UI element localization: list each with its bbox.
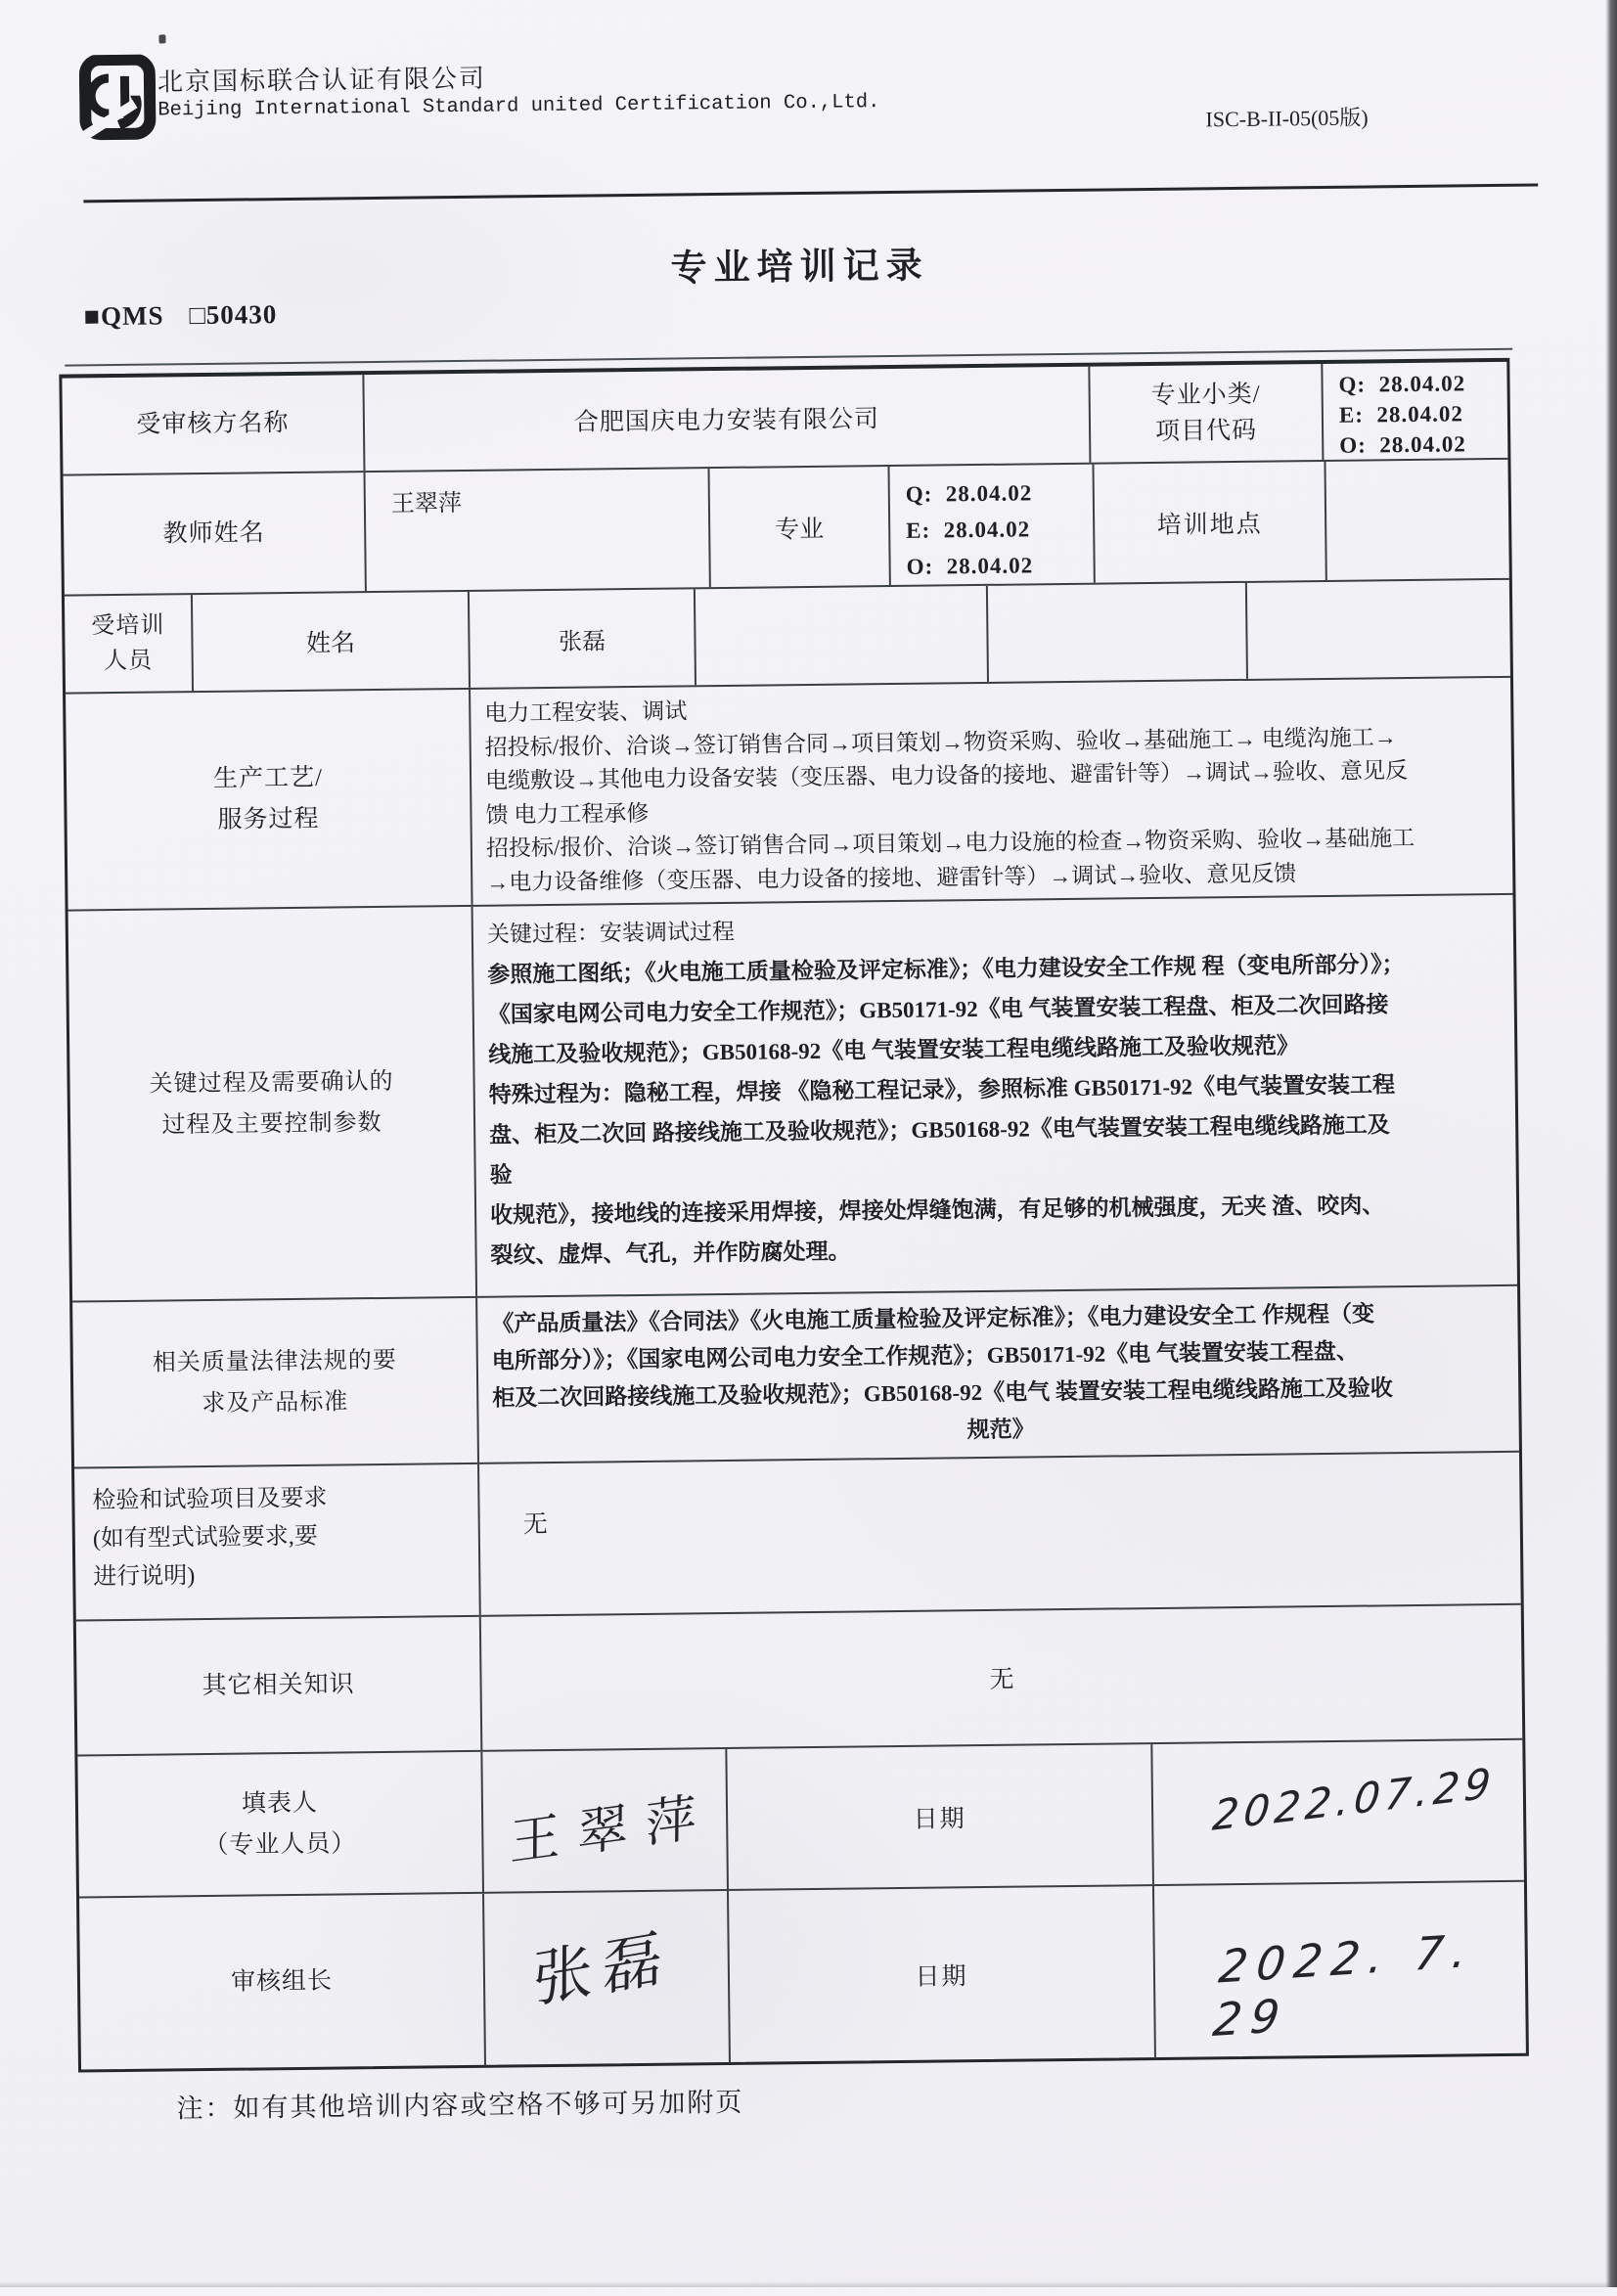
location-label: 培训地点 [1094, 462, 1326, 583]
auditor-date-value: 2022. 7. 29 [1210, 1923, 1479, 2048]
table-row [64, 460, 1509, 597]
table-row [74, 1453, 1521, 1622]
auditor-signature: 张磊 [532, 1919, 673, 2017]
auditor-date-cell [1154, 1882, 1526, 2058]
regulations-content: 《产品质量法》《合同法》《火电施工质量检验及评定标准》；《电力建设安全工 作规程（变 电所部分）》；《国家电网公司电力安全工作规范》；GB50171-92《电 气装置安装工程盘、 柜及二次回路接线施工及验收规范》；GB50168-92《电气 装置安装工程电缆线路施工及验收 规范》 [491, 1301, 1393, 1443]
location-value-empty [1325, 460, 1508, 580]
subcategory-label-line: 专业小类/ [1150, 381, 1261, 409]
regulations-label: 相关质量法律法规的要 求及产品标准 [72, 1298, 479, 1467]
code-50430-checkbox: □50430 [189, 299, 278, 331]
auditor-date-label: 日期 [729, 1886, 1156, 2063]
filler-signature-cell [482, 1749, 729, 1892]
table-row [77, 1740, 1524, 1899]
key-process-content: 关键过程：安装调试过程 参照施工图纸；《火电施工质量检验及评定标准》；《电力建设安全工作规 程（变电所部分）》； 《国家电网公司电力安全工作规范》；GB50171-92《电 气装置安装工程盘、柜及二次回路接 线施工及验收规范》；GB50168-92《电 气装置安装工程电缆线路施工及验收规范》 特殊过程为：隐秘工程，焊接 《隐秘工程记录》，参照标准 GB50171-92《电气装置安装工程 盘、柜及二次回 路接线施工及验收规范》；GB50168-92《电气装置安装工程电缆线路施工及 验 收规范》，接地线的连接采用焊接，焊接处焊缝饱满，有足够的机械强度，无夹 渣、咬肉、 裂纹、虚焊、气孔，并作防腐处理。 [486, 919, 1405, 1268]
filler-date-cell [1152, 1740, 1524, 1884]
filler-date-value: 2022.07.29 [1210, 1758, 1498, 1840]
process-label: 生产工艺/ 服务过程 [66, 690, 472, 910]
training-record-table [59, 358, 1529, 2073]
page-title: 专业培训记录 [670, 246, 929, 290]
auditor-signature-cell [484, 1891, 731, 2066]
key-process-label: 关键过程及需要确认的 过程及主要控制参数 [68, 907, 477, 1301]
company-name-cn: 北京国标联合认证有限公司 [157, 64, 487, 97]
process-content: 电力工程安装、调试 招投标/报价、洽谈→签订销售合同→项目策划→物资采购、验收→基础施工→ 电缆沟施工→ 电缆敷设→其他电力设备安装（变压器、电力设备的接地、避雷针等）→调试→验收、意见反 馈 电力工程承修 招投标/报价、洽谈→签订销售合同→项目策划→电力设施的检查→物资采购、验收→基础施工 →电力设备维修（变压器、电力设备的接地、避雷针等）→调试→验收、意见反馈 [484, 698, 1415, 895]
standard-checkboxes [84, 299, 303, 333]
subcategory-label [1090, 364, 1324, 463]
scanner-edge-artifact [1605, 0, 1617, 2287]
trainee-empty-cell [988, 583, 1248, 682]
other-knowledge-label: 其它相关知识 [76, 1617, 483, 1755]
subcategory-label-line: 项目代码 [1154, 417, 1258, 445]
subcategory-codes: Q: 28.04.02 E: 28.04.02 O: 28.04.02 [1338, 371, 1466, 458]
table-row [66, 678, 1512, 912]
scan-speck [158, 34, 165, 43]
table-row [62, 362, 1507, 476]
filler-label: 填表人 （专业人员） [77, 1752, 484, 1897]
table-row [68, 895, 1517, 1303]
other-knowledge-value: 无 [989, 1666, 1014, 1693]
major-codes: Q: 28.04.02 E: 28.04.02 O: 28.04.02 [889, 465, 1095, 585]
table-row [76, 1605, 1522, 1757]
footer-note: 注：如有其他培训内容或空格不够可另加附页 [176, 2087, 744, 2124]
table-row [79, 1882, 1526, 2071]
major-label: 专业 [709, 467, 890, 587]
filler-date-label: 日期 [727, 1744, 1154, 1889]
table-row [65, 580, 1510, 695]
auditee-label: 受审核方名称 [62, 375, 365, 473]
company-name-en: Beijing International Standard united Certification Co.,Ltd. [157, 91, 880, 122]
name-label: 姓名 [193, 592, 471, 691]
trainee-empty-cell [1247, 580, 1510, 679]
auditor-label: 审核组长 [79, 1894, 486, 2071]
document-code: ISC-B-II-05(05版) [1205, 105, 1369, 132]
table-row [72, 1286, 1519, 1469]
trainee-label: 受培训 人员 [65, 595, 194, 692]
header-divider [83, 183, 1538, 203]
scanner-bottom-shadow [0, 2281, 1617, 2287]
teacher-name-value: 王翠萍 [366, 469, 711, 591]
teacher-label: 教师姓名 [64, 473, 367, 594]
inspection-value: 无 [522, 1511, 548, 1539]
qms-checkbox: ■QMS [83, 300, 164, 332]
certification-logo-icon [79, 55, 157, 146]
auditee-value: 合肥国庆电力安装有限公司 [364, 367, 1091, 471]
trainee-name-value: 张磊 [470, 589, 696, 688]
inspection-label: 检验和试验项目及要求 (如有型式试验要求,要 进行说明) [74, 1464, 481, 1620]
filler-signature: 王翠萍 [509, 1786, 714, 1873]
trainee-empty-cell [696, 586, 989, 685]
